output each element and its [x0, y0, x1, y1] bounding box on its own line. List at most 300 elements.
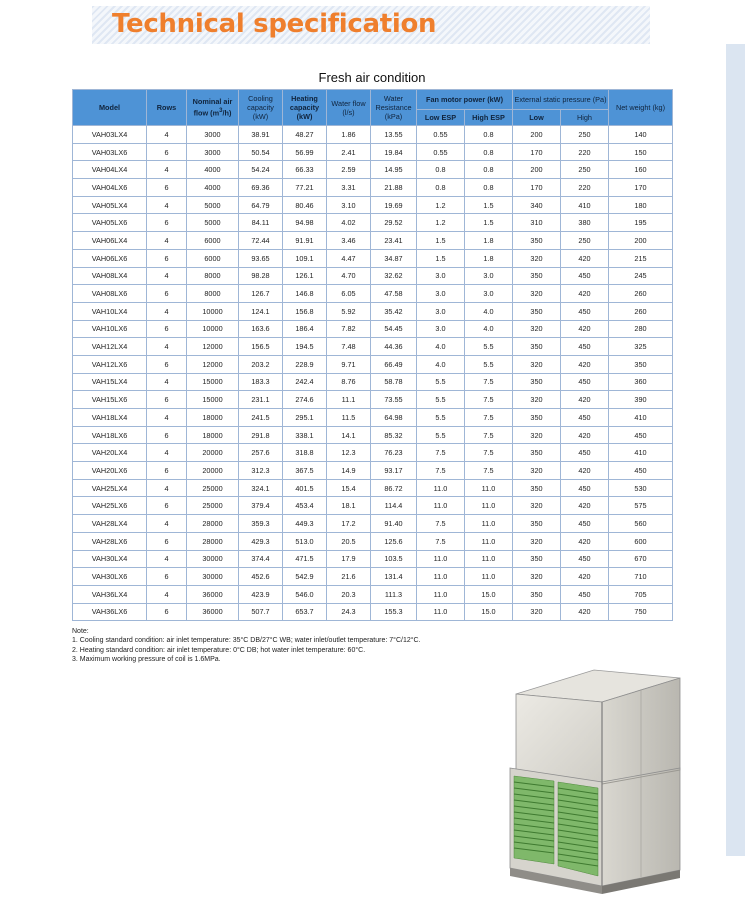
cell-fan-high-esp: 1.5 — [465, 214, 513, 232]
cell-airflow: 30000 — [187, 550, 239, 568]
cell-esp-high: 250 — [561, 126, 609, 144]
cell-water-flow: 2.59 — [327, 161, 371, 179]
cell-fan-low-esp: 7.5 — [417, 515, 465, 533]
cell-heating: 146.8 — [283, 285, 327, 303]
cell-airflow: 4000 — [187, 161, 239, 179]
cell-esp-low: 170 — [513, 143, 561, 161]
cell-water-resistance: 44.36 — [371, 338, 417, 356]
cell-net-weight: 215 — [609, 249, 673, 267]
cell-net-weight: 170 — [609, 179, 673, 197]
cell-heating: 513.0 — [283, 532, 327, 550]
cell-net-weight: 750 — [609, 603, 673, 621]
cell-fan-high-esp: 0.8 — [465, 161, 513, 179]
cell-airflow: 5000 — [187, 196, 239, 214]
cell-model: VAH15LX6 — [73, 391, 147, 409]
cell-airflow: 36000 — [187, 585, 239, 603]
cell-rows: 4 — [147, 373, 187, 391]
header-net-weight: Net weight (kg) — [609, 90, 673, 126]
cell-airflow: 3000 — [187, 143, 239, 161]
cell-heating: 338.1 — [283, 426, 327, 444]
cell-net-weight: 350 — [609, 355, 673, 373]
cell-esp-low: 320 — [513, 391, 561, 409]
cell-model: VAH06LX4 — [73, 232, 147, 250]
cell-heating: 77.21 — [283, 179, 327, 197]
table-row — [73, 302, 673, 320]
cell-airflow: 10000 — [187, 320, 239, 338]
cell-water-flow: 11.1 — [327, 391, 371, 409]
cell-esp-high: 420 — [561, 320, 609, 338]
cell-esp-high: 380 — [561, 214, 609, 232]
cell-rows: 6 — [147, 214, 187, 232]
cell-fan-high-esp: 7.5 — [465, 373, 513, 391]
cell-water-flow: 2.41 — [327, 143, 371, 161]
table-row — [73, 179, 673, 197]
cell-esp-low: 320 — [513, 568, 561, 586]
cell-model: VAH36LX4 — [73, 585, 147, 603]
cell-rows: 4 — [147, 232, 187, 250]
notes-heading: Note: — [72, 628, 89, 635]
cell-cooling: 54.24 — [239, 161, 283, 179]
cell-esp-high: 450 — [561, 267, 609, 285]
cell-esp-low: 310 — [513, 214, 561, 232]
cell-airflow: 10000 — [187, 302, 239, 320]
cell-net-weight: 530 — [609, 479, 673, 497]
cell-cooling: 38.91 — [239, 126, 283, 144]
cell-esp-low: 350 — [513, 373, 561, 391]
cell-water-flow: 14.1 — [327, 426, 371, 444]
cell-model: VAH30LX6 — [73, 568, 147, 586]
cell-esp-low: 170 — [513, 179, 561, 197]
table-row — [73, 585, 673, 603]
cell-esp-low: 350 — [513, 479, 561, 497]
cell-fan-high-esp: 11.0 — [465, 479, 513, 497]
cell-cooling: 379.4 — [239, 497, 283, 515]
side-decoration-strip — [726, 44, 745, 856]
cell-esp-low: 200 — [513, 126, 561, 144]
cell-fan-low-esp: 1.5 — [417, 249, 465, 267]
cell-esp-high: 250 — [561, 232, 609, 250]
cell-rows: 4 — [147, 409, 187, 427]
cell-fan-high-esp: 15.0 — [465, 603, 513, 621]
cell-model: VAH10LX6 — [73, 320, 147, 338]
cell-fan-low-esp: 0.55 — [417, 143, 465, 161]
cell-cooling: 156.5 — [239, 338, 283, 356]
cell-fan-high-esp: 4.0 — [465, 302, 513, 320]
cell-fan-low-esp: 5.5 — [417, 373, 465, 391]
cell-airflow: 5000 — [187, 214, 239, 232]
cell-heating: 242.4 — [283, 373, 327, 391]
table-caption: Fresh air condition — [318, 70, 426, 85]
table-row — [73, 409, 673, 427]
table-row — [73, 444, 673, 462]
cell-model: VAH15LX4 — [73, 373, 147, 391]
header-external-static-pressure: External static pressure (Pa) — [513, 90, 609, 110]
cell-heating: 401.5 — [283, 479, 327, 497]
cell-esp-high: 420 — [561, 462, 609, 480]
cell-cooling: 69.36 — [239, 179, 283, 197]
cell-esp-high: 420 — [561, 285, 609, 303]
cell-water-flow: 11.5 — [327, 409, 371, 427]
cell-fan-high-esp: 1.8 — [465, 232, 513, 250]
table-row — [73, 355, 673, 373]
cell-water-resistance: 91.40 — [371, 515, 417, 533]
cell-model: VAH25LX6 — [73, 497, 147, 515]
cell-net-weight: 450 — [609, 462, 673, 480]
cell-water-resistance: 66.49 — [371, 355, 417, 373]
cell-water-resistance: 114.4 — [371, 497, 417, 515]
cell-cooling: 241.5 — [239, 409, 283, 427]
table-row — [73, 373, 673, 391]
cell-water-resistance: 54.45 — [371, 320, 417, 338]
cell-fan-low-esp: 11.0 — [417, 585, 465, 603]
cell-water-flow: 20.3 — [327, 585, 371, 603]
cell-cooling: 231.1 — [239, 391, 283, 409]
cell-cooling: 374.4 — [239, 550, 283, 568]
cell-model: VAH05LX6 — [73, 214, 147, 232]
cell-rows: 4 — [147, 585, 187, 603]
cell-rows: 4 — [147, 161, 187, 179]
cell-fan-high-esp: 7.5 — [465, 391, 513, 409]
cell-esp-high: 450 — [561, 550, 609, 568]
cell-water-resistance: 111.3 — [371, 585, 417, 603]
header-esp-high: High — [561, 110, 609, 126]
cell-water-flow: 5.92 — [327, 302, 371, 320]
cell-model: VAH28LX6 — [73, 532, 147, 550]
cell-fan-low-esp: 0.55 — [417, 126, 465, 144]
header-heating-capacity: Heating capacity (kW) — [283, 90, 327, 126]
air-handling-unit-photo — [498, 664, 684, 900]
cell-esp-low: 320 — [513, 285, 561, 303]
cell-fan-high-esp: 0.8 — [465, 143, 513, 161]
cell-fan-low-esp: 7.5 — [417, 462, 465, 480]
cell-model: VAH03LX6 — [73, 143, 147, 161]
cell-heating: 56.99 — [283, 143, 327, 161]
cell-rows: 4 — [147, 444, 187, 462]
cell-water-flow: 4.47 — [327, 249, 371, 267]
cell-esp-low: 340 — [513, 196, 561, 214]
cell-fan-high-esp: 7.5 — [465, 409, 513, 427]
cell-rows: 4 — [147, 126, 187, 144]
cell-water-resistance: 131.4 — [371, 568, 417, 586]
cell-fan-low-esp: 11.0 — [417, 497, 465, 515]
header-airflow: Nominal air flow $(m^3/h)$ — [187, 90, 239, 126]
cell-water-resistance: 32.62 — [371, 267, 417, 285]
cell-cooling: 93.65 — [239, 249, 283, 267]
cell-water-resistance: 73.55 — [371, 391, 417, 409]
cell-water-flow: 4.02 — [327, 214, 371, 232]
cell-esp-low: 350 — [513, 338, 561, 356]
cell-fan-low-esp: 11.0 — [417, 568, 465, 586]
cell-model: VAH25LX4 — [73, 479, 147, 497]
cell-net-weight: 280 — [609, 320, 673, 338]
cell-cooling: 423.9 — [239, 585, 283, 603]
cell-net-weight: 410 — [609, 409, 673, 427]
cell-net-weight: 180 — [609, 196, 673, 214]
cell-rows: 4 — [147, 267, 187, 285]
note-item-3: 3. Maximum working pressure of coil is 1.6MPa. — [72, 656, 221, 664]
cell-net-weight: 410 — [609, 444, 673, 462]
cell-esp-low: 320 — [513, 355, 561, 373]
cell-heating: 367.5 — [283, 462, 327, 480]
cell-model: VAH04LX6 — [73, 179, 147, 197]
cell-net-weight: 160 — [609, 161, 673, 179]
cell-fan-low-esp: 5.5 — [417, 391, 465, 409]
cell-water-flow: 21.6 — [327, 568, 371, 586]
cell-esp-low: 320 — [513, 426, 561, 444]
cell-fan-low-esp: 11.0 — [417, 550, 465, 568]
cell-esp-low: 350 — [513, 232, 561, 250]
cell-water-flow: 15.4 — [327, 479, 371, 497]
cell-esp-high: 410 — [561, 196, 609, 214]
cell-esp-high: 420 — [561, 249, 609, 267]
cell-esp-low: 350 — [513, 267, 561, 285]
table-row — [73, 497, 673, 515]
cell-airflow: 20000 — [187, 444, 239, 462]
cell-net-weight: 195 — [609, 214, 673, 232]
cell-fan-low-esp: 7.5 — [417, 532, 465, 550]
cell-water-resistance: 103.5 — [371, 550, 417, 568]
header-water-resistance: Water Resistance (kPa) — [371, 90, 417, 126]
cell-fan-low-esp: 7.5 — [417, 444, 465, 462]
cell-fan-high-esp: 0.8 — [465, 179, 513, 197]
cell-esp-low: 350 — [513, 585, 561, 603]
cell-rows: 4 — [147, 550, 187, 568]
cell-heating: 453.4 — [283, 497, 327, 515]
cell-esp-high: 420 — [561, 355, 609, 373]
table-row — [73, 285, 673, 303]
table-row — [73, 161, 673, 179]
cell-rows: 6 — [147, 179, 187, 197]
cell-water-flow: 6.05 — [327, 285, 371, 303]
cell-rows: 6 — [147, 568, 187, 586]
cell-esp-high: 450 — [561, 444, 609, 462]
header-fan-low-esp: Low ESP — [417, 110, 465, 126]
table-row — [73, 338, 673, 356]
cell-fan-high-esp: 11.0 — [465, 550, 513, 568]
cell-esp-low: 350 — [513, 515, 561, 533]
cell-water-resistance: 34.87 — [371, 249, 417, 267]
cell-net-weight: 360 — [609, 373, 673, 391]
cell-water-flow: 17.2 — [327, 515, 371, 533]
cell-airflow: 4000 — [187, 179, 239, 197]
cell-airflow: 18000 — [187, 409, 239, 427]
cell-fan-low-esp: 11.0 — [417, 603, 465, 621]
cell-model: VAH04LX4 — [73, 161, 147, 179]
spec-table-body — [73, 126, 673, 621]
cell-esp-low: 320 — [513, 249, 561, 267]
cell-water-resistance: 13.55 — [371, 126, 417, 144]
cell-fan-low-esp: 1.2 — [417, 214, 465, 232]
note-item-2: 2. Heating standard condition: air inlet temperature: 0°C DB; hot water inlet temperature: 60°C. — [72, 646, 366, 654]
table-row — [73, 196, 673, 214]
cell-esp-high: 450 — [561, 479, 609, 497]
cell-model: VAH10LX4 — [73, 302, 147, 320]
cell-esp-low: 320 — [513, 497, 561, 515]
cell-water-resistance: 155.3 — [371, 603, 417, 621]
cell-rows: 6 — [147, 426, 187, 444]
cell-net-weight: 575 — [609, 497, 673, 515]
cell-fan-high-esp: 7.5 — [465, 426, 513, 444]
cell-airflow: 25000 — [187, 479, 239, 497]
cell-esp-high: 450 — [561, 373, 609, 391]
table-row — [73, 426, 673, 444]
notes-block — [72, 627, 632, 665]
cell-heating: 542.9 — [283, 568, 327, 586]
cell-fan-low-esp: 5.5 — [417, 426, 465, 444]
cell-rows: 4 — [147, 302, 187, 320]
cell-water-flow: 17.9 — [327, 550, 371, 568]
table-row — [73, 267, 673, 285]
cell-cooling: 312.3 — [239, 462, 283, 480]
cell-esp-low: 320 — [513, 532, 561, 550]
header-water-flow: Water flow (l/s) — [327, 90, 371, 126]
cell-rows: 6 — [147, 143, 187, 161]
cell-water-flow: 3.46 — [327, 232, 371, 250]
header-rows: Rows — [147, 90, 187, 126]
cell-cooling: 183.3 — [239, 373, 283, 391]
cell-airflow: 8000 — [187, 267, 239, 285]
cell-fan-high-esp: 11.0 — [465, 515, 513, 533]
cell-esp-high: 420 — [561, 568, 609, 586]
cell-water-resistance: 125.6 — [371, 532, 417, 550]
table-row — [73, 603, 673, 621]
cell-heating: 274.6 — [283, 391, 327, 409]
cell-rows: 6 — [147, 285, 187, 303]
cell-heating: 126.1 — [283, 267, 327, 285]
cell-cooling: 203.2 — [239, 355, 283, 373]
cell-airflow: 8000 — [187, 285, 239, 303]
cell-cooling: 359.3 — [239, 515, 283, 533]
cell-fan-high-esp: 0.8 — [465, 126, 513, 144]
cell-water-resistance: 58.78 — [371, 373, 417, 391]
table-row — [73, 391, 673, 409]
cell-fan-high-esp: 7.5 — [465, 444, 513, 462]
cell-heating: 194.5 — [283, 338, 327, 356]
cell-water-resistance: 19.84 — [371, 143, 417, 161]
cell-esp-low: 320 — [513, 462, 561, 480]
cell-esp-low: 350 — [513, 302, 561, 320]
cell-fan-low-esp: 3.0 — [417, 267, 465, 285]
cell-water-flow: 7.48 — [327, 338, 371, 356]
cell-esp-high: 450 — [561, 338, 609, 356]
cell-model: VAH03LX4 — [73, 126, 147, 144]
cell-fan-low-esp: 11.0 — [417, 479, 465, 497]
cell-rows: 4 — [147, 479, 187, 497]
cell-fan-high-esp: 3.0 — [465, 285, 513, 303]
cell-esp-high: 420 — [561, 603, 609, 621]
cell-water-flow: 7.82 — [327, 320, 371, 338]
cell-water-flow: 4.70 — [327, 267, 371, 285]
cell-fan-high-esp: 4.0 — [465, 320, 513, 338]
table-row — [73, 214, 673, 232]
cell-rows: 6 — [147, 249, 187, 267]
cell-heating: 449.3 — [283, 515, 327, 533]
cell-heating: 228.9 — [283, 355, 327, 373]
cell-airflow: 6000 — [187, 232, 239, 250]
cell-model: VAH12LX6 — [73, 355, 147, 373]
cell-water-resistance: 76.23 — [371, 444, 417, 462]
cell-esp-high: 420 — [561, 426, 609, 444]
cell-water-flow: 3.31 — [327, 179, 371, 197]
cell-airflow: 6000 — [187, 249, 239, 267]
cell-model: VAH18LX4 — [73, 409, 147, 427]
cell-water-resistance: 35.42 — [371, 302, 417, 320]
cell-water-flow: 20.5 — [327, 532, 371, 550]
cell-water-resistance: 29.52 — [371, 214, 417, 232]
cell-water-resistance: 93.17 — [371, 462, 417, 480]
cell-airflow: 18000 — [187, 426, 239, 444]
cell-rows: 6 — [147, 320, 187, 338]
cell-heating: 471.5 — [283, 550, 327, 568]
note-item-1: 1. Cooling standard condition: air inlet temperature: 35°C DB/27°C WB; water inlet/outlet temperature: 7°C/12°C. — [72, 637, 421, 645]
cell-net-weight: 140 — [609, 126, 673, 144]
cell-net-weight: 150 — [609, 143, 673, 161]
cell-cooling: 126.7 — [239, 285, 283, 303]
cell-esp-high: 250 — [561, 161, 609, 179]
cell-heating: 653.7 — [283, 603, 327, 621]
cell-cooling: 98.28 — [239, 267, 283, 285]
cell-esp-low: 350 — [513, 550, 561, 568]
cell-esp-high: 450 — [561, 515, 609, 533]
cell-net-weight: 200 — [609, 232, 673, 250]
cell-water-resistance: 47.58 — [371, 285, 417, 303]
cell-heating: 94.98 — [283, 214, 327, 232]
table-row — [73, 126, 673, 144]
cell-heating: 156.8 — [283, 302, 327, 320]
cell-net-weight: 600 — [609, 532, 673, 550]
table-row — [73, 249, 673, 267]
cell-heating: 80.46 — [283, 196, 327, 214]
table-row — [73, 232, 673, 250]
cell-model: VAH20LX4 — [73, 444, 147, 462]
cell-model: VAH18LX6 — [73, 426, 147, 444]
cell-airflow: 25000 — [187, 497, 239, 515]
cell-water-flow: 9.71 — [327, 355, 371, 373]
cell-heating: 186.4 — [283, 320, 327, 338]
cell-cooling: 291.8 — [239, 426, 283, 444]
cell-heating: 295.1 — [283, 409, 327, 427]
cell-airflow: 15000 — [187, 373, 239, 391]
cell-fan-high-esp: 3.0 — [465, 267, 513, 285]
cell-fan-low-esp: 1.5 — [417, 232, 465, 250]
cell-fan-high-esp: 5.5 — [465, 338, 513, 356]
cell-model: VAH05LX4 — [73, 196, 147, 214]
cell-airflow: 20000 — [187, 462, 239, 480]
cell-net-weight: 325 — [609, 338, 673, 356]
cell-cooling: 452.6 — [239, 568, 283, 586]
cell-fan-high-esp: 5.5 — [465, 355, 513, 373]
cell-water-flow: 24.3 — [327, 603, 371, 621]
table-row — [73, 550, 673, 568]
cell-water-resistance: 19.69 — [371, 196, 417, 214]
cell-water-resistance: 85.32 — [371, 426, 417, 444]
cell-cooling: 72.44 — [239, 232, 283, 250]
cell-esp-high: 420 — [561, 497, 609, 515]
cell-rows: 4 — [147, 338, 187, 356]
cell-fan-high-esp: 11.0 — [465, 497, 513, 515]
cell-esp-high: 220 — [561, 179, 609, 197]
cell-model: VAH28LX4 — [73, 515, 147, 533]
cell-esp-high: 420 — [561, 532, 609, 550]
table-row — [73, 515, 673, 533]
cell-esp-high: 450 — [561, 585, 609, 603]
table-row — [73, 479, 673, 497]
cell-fan-high-esp: 11.0 — [465, 568, 513, 586]
cell-rows: 6 — [147, 532, 187, 550]
table-row — [73, 568, 673, 586]
cell-net-weight: 260 — [609, 302, 673, 320]
cell-airflow: 36000 — [187, 603, 239, 621]
